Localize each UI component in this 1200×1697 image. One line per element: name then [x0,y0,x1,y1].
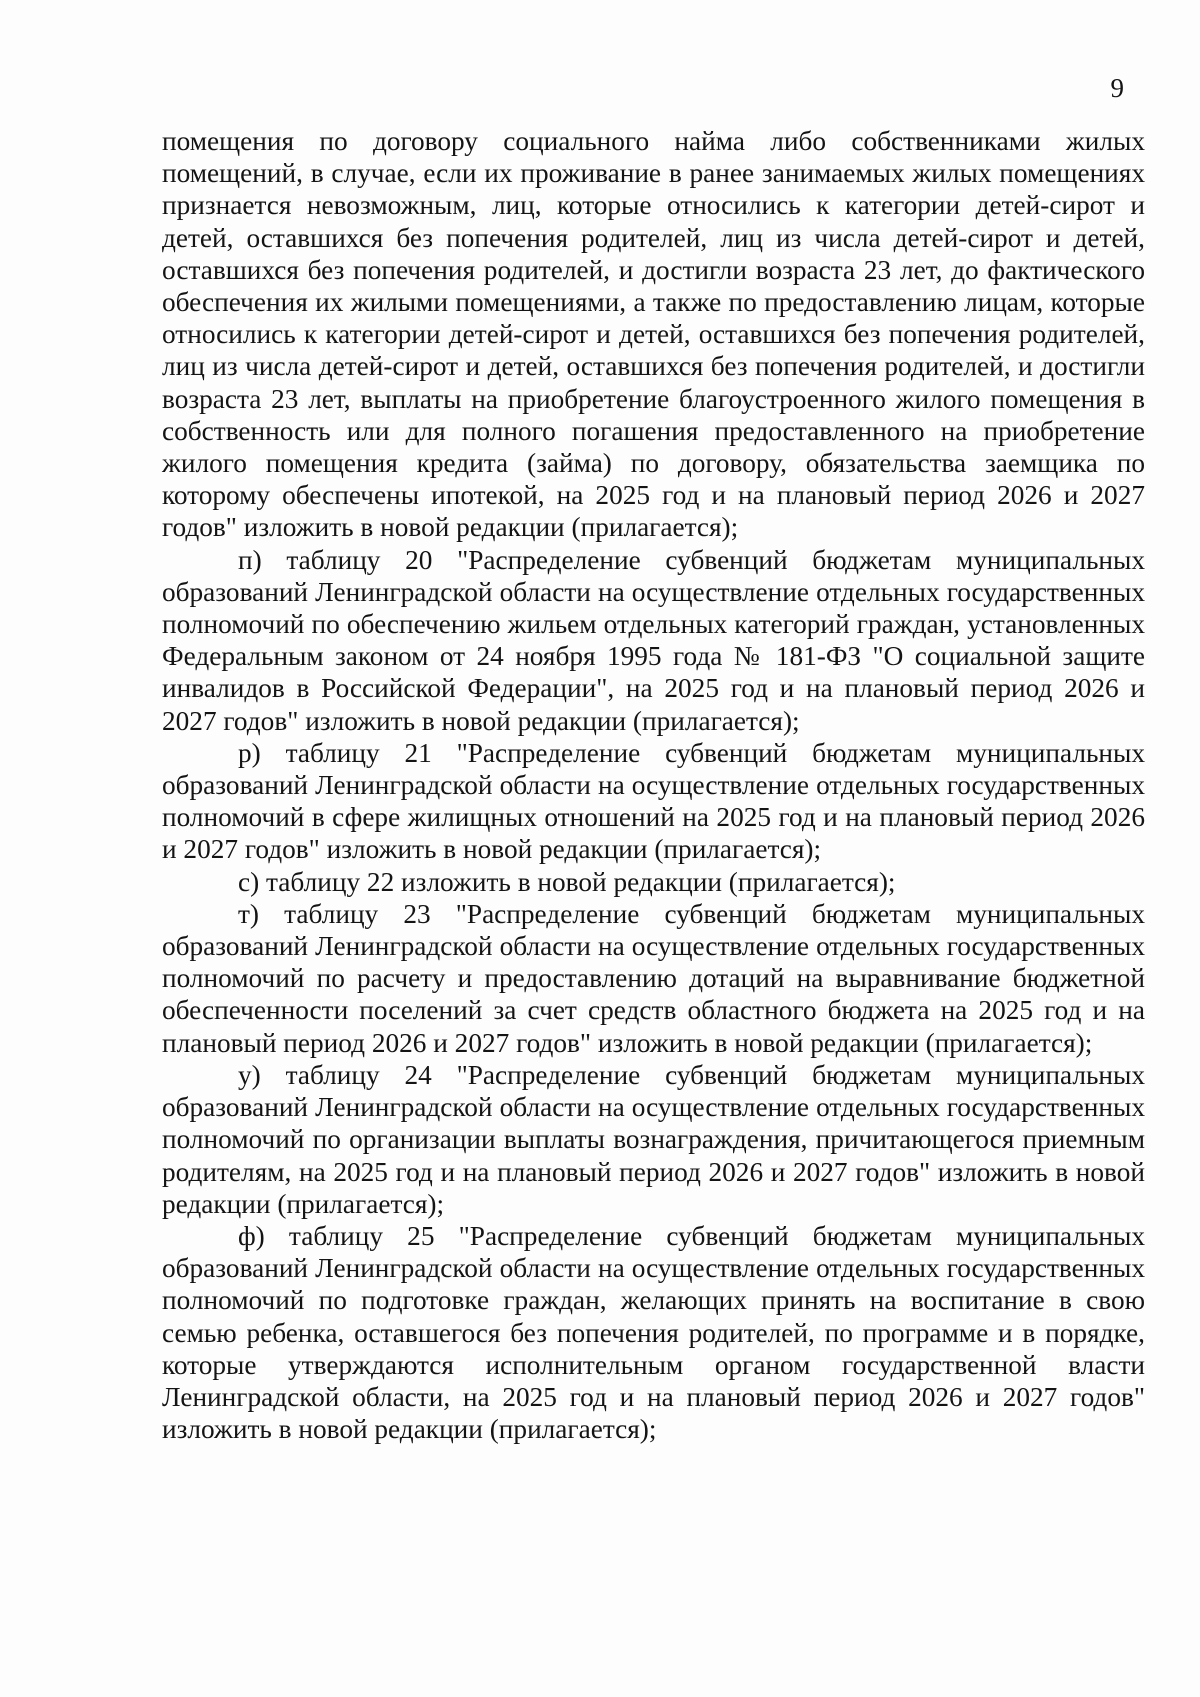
paragraph-item-f: ф) таблицу 25 "Распределение субвенций бюджетам муниципальных образований Ленинградской области на осуществление отдельных государственных полномочий по подготовке граждан, желающих принять на воспитание в свою семью ребенка, оставшегося без попечения родителей, по программе и в порядке, которые утверждаются исполнительным органом государственной власти Ленинградской области, на 2025 год и на плановый период 2026 и 2027 годов" изложить в новой редакции (прилагается); [162,1220,1145,1445]
paragraph-item-t: т) таблицу 23 "Распределение субвенций бюджетам муниципальных образований Ленинградской области на осуществление отдельных государственных полномочий по расчету и предоставлению дотаций на выравнивание бюджетной обеспеченности поселений за счет средств областного бюджета на 2025 год и на плановый период 2026 и 2027 годов" изложить в новой редакции (прилагается); [162,898,1145,1058]
paragraph-item-u: у) таблицу 24 "Распределение субвенций бюджетам муниципальных образований Ленинградской области на осуществление отдельных государственных полномочий по организации выплаты вознаграждения, причитающегося приемным родителям, на 2025 год и на плановый период 2026 и 2027 годов" изложить в новой редакции (прилагается); [162,1059,1145,1219]
page-number: 9 [1110,73,1124,103]
paragraph-item-p: п) таблицу 20 "Распределение субвенций бюджетам муниципальных образований Ленинградской области на осуществление отдельных государственных полномочий по обеспечению жильем отдельных категорий граждан, установленных Федеральным законом от 24 ноября 1995 года № 181-ФЗ "О социальной защите инвалидов в Российской Федерации", на 2025 год и на плановый период 2026 и 2027 годов" изложить в новой редакции (прилагается); [162,544,1145,736]
paragraph-item-s: с) таблицу 22 изложить в новой редакции (прилагается); [238,866,896,897]
document-body [162,125,1145,1445]
paragraph-continuation: помещения по договору социального найма либо собственниками жилых помещений, в случае, если их проживание в ранее занимаемых жилых помещениях признается невозможным, лиц, которые относились к категории детей-сирот и детей, оставшихся без попечения родителей, лиц из числа детей-сирот и детей, оставшихся без попечения родителей, и достигли возраста 23 лет, до фактического обеспечения их жилыми помещениями, а также по предоставлению лицам, которые относились к категории детей-сирот и детей, оставшихся без попечения родителей, лиц из числа детей-сирот и детей, оставшихся без попечения родителей, и достигли возраста 23 лет, выплаты на приобретение благоустроенного жилого помещения в собственность или для полного погашения предоставленного на приобретение жилого помещения кредита (займа) по договору, обязательства заемщика по которому обеспечены ипотекой, на 2025 год и на плановый период 2026 и 2027 годов" изложить в новой редакции (прилагается); [162,126,1145,543]
paragraph-item-r: р) таблицу 21 "Распределение субвенций бюджетам муниципальных образований Ленинградской области на осуществление отдельных государственных полномочий в сфере жилищных отношений на 2025 год и на плановый период 2026 и 2027 годов" изложить в новой редакции (прилагается); [162,737,1145,865]
